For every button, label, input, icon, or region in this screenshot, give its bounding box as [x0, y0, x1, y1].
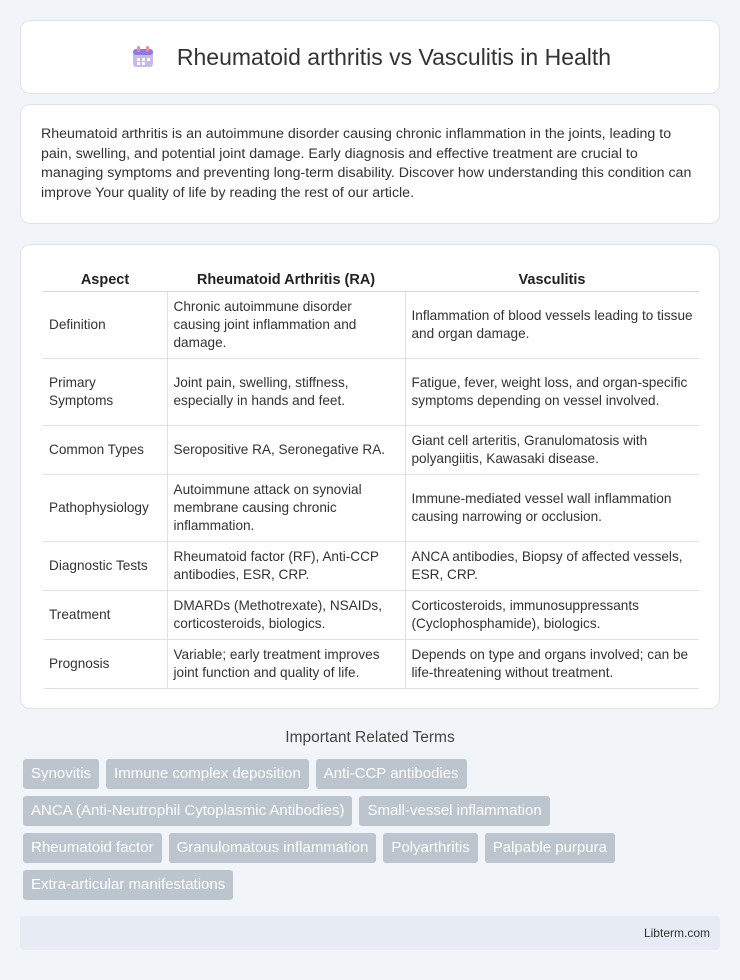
footer-site-link[interactable]: Libterm.com: [643, 926, 710, 940]
aspect-cell: Prognosis: [43, 639, 167, 688]
vasculitis-cell: Fatigue, fever, weight loss, and organ-specific symptoms depending on vessel involved.: [405, 358, 699, 425]
table-row: [43, 639, 699, 688]
comparison-card: [20, 244, 720, 709]
footer: [20, 916, 720, 950]
column-header: Aspect: [43, 265, 167, 291]
related-terms-list: [23, 759, 723, 907]
ra-cell: Seropositive RA, Seronegative RA.: [167, 425, 405, 474]
term-tag[interactable]: Anti-CCP antibodies: [316, 759, 467, 789]
table-row: [43, 358, 699, 425]
table-row: [43, 590, 699, 639]
header-card: [20, 20, 720, 94]
comparison-table: [43, 265, 699, 689]
table-row: [43, 425, 699, 474]
term-tag[interactable]: Immune complex deposition: [106, 759, 309, 789]
intro-card: [20, 104, 720, 224]
vasculitis-cell: ANCA antibodies, Biopsy of affected vessels, ESR, CRP.: [405, 541, 699, 590]
aspect-cell: Common Types: [43, 425, 167, 474]
term-tag[interactable]: Small-vessel inflammation: [359, 796, 549, 826]
intro-text: Rheumatoid arthritis is an autoimmune disorder causing chronic inflammation in the joints, leading to pain, swelling, and potential joint damage. Early diagnosis and effective treatment are crucial to managing symptoms and preventing long-term disability. Discover how understanding this condition can improve Your quality of life by reading the rest of our article.: [41, 126, 692, 201]
term-tag[interactable]: Palpable purpura: [485, 833, 615, 863]
ra-cell: Autoimmune attack on synovial membrane causing chronic inflammation.: [167, 474, 405, 541]
vasculitis-cell: Giant cell arteritis, Granulomatosis with polyangiitis, Kawasaki disease.: [405, 425, 699, 474]
vasculitis-cell: Depends on type and organs involved; can be life-threatening without treatment.: [405, 639, 699, 688]
term-tag[interactable]: Extra-articular manifestations: [23, 870, 233, 900]
ra-cell: Variable; early treatment improves joint function and quality of life.: [167, 639, 405, 688]
column-header: Rheumatoid Arthritis (RA): [167, 265, 405, 291]
aspect-cell: Diagnostic Tests: [43, 541, 167, 590]
vasculitis-cell: Immune-mediated vessel wall inflammation causing narrowing or occlusion.: [405, 474, 699, 541]
column-header: Vasculitis: [405, 265, 699, 291]
term-tag[interactable]: Granulomatous inflammation: [169, 833, 377, 863]
ra-cell: Chronic autoimmune disorder causing joint inflammation and damage.: [167, 291, 405, 358]
page-title: Rheumatoid arthritis vs Vasculitis in Health: [176, 43, 612, 70]
term-tag[interactable]: Polyarthritis: [383, 833, 477, 863]
term-tag[interactable]: ANCA (Anti-Neutrophil Cytoplasmic Antibodies): [23, 796, 352, 826]
ra-cell: Joint pain, swelling, stiffness, especially in hands and feet.: [167, 358, 405, 425]
aspect-cell: Definition: [43, 291, 167, 358]
ra-cell: DMARDs (Methotrexate), NSAIDs, corticosteroids, biologics.: [167, 590, 405, 639]
aspect-cell: Pathophysiology: [43, 474, 167, 541]
calendar-icon: [129, 43, 157, 71]
table-row: [43, 291, 699, 358]
term-tag[interactable]: Rheumatoid factor: [23, 833, 162, 863]
aspect-cell: Treatment: [43, 590, 167, 639]
term-tag[interactable]: Synovitis: [23, 759, 99, 789]
ra-cell: Rheumatoid factor (RF), Anti-CCP antibodies, ESR, CRP.: [167, 541, 405, 590]
table-header-row: [43, 265, 699, 291]
related-terms-title: Important Related Terms: [285, 729, 455, 746]
vasculitis-cell: Corticosteroids, immunosuppressants (Cyclophosphamide), biologics.: [405, 590, 699, 639]
aspect-cell: Primary Symptoms: [43, 358, 167, 425]
table-row: [43, 474, 699, 541]
vasculitis-cell: Inflammation of blood vessels leading to tissue and organ damage.: [405, 291, 699, 358]
table-row: [43, 541, 699, 590]
